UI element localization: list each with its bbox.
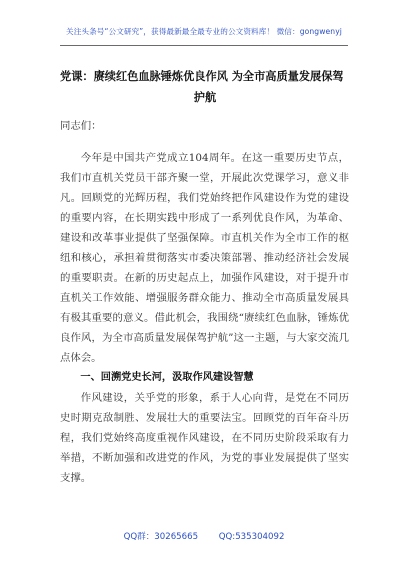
document-title-line-1: 党课：赓续红色血脉锤炼优良作风 为全市高质量发展保驾 <box>60 69 344 83</box>
section-heading-1: 一、回溯党史长河，汲取作风建设智慧 <box>80 372 254 383</box>
page-header-notice: 关注头条号“公文研究”，获得最新最全最专业的公文资料库！ 微信：gongwenyj <box>66 27 342 36</box>
paragraph-intro: 今年是中国共产党成立104周年。在这一重要历史节点，我们市直机关党员干部齐聚一堂，开展此次党课学习，意义非凡。回顾党的光辉历程，我们党始终把作风建设作为党的建设的重要内容，在长期实践中形成了一系列优良作风，为革命、建设和改革事业提供了坚强保障。市直机关作为全市工作的枢纽和核心，承担着贯彻落实市委决策部署、推动经济社会发展的重要职责。在新的历史起点上，加强作风建设，对于提升市直机关工作效能、增强服务群众能力、推动全市高质量发展具有极其重要的意义。借此机会，我围绕“赓续红色血脉，锤炼优良作风，为全市高质量发展保驾护航”这一主题，与大家交流几点体会。 <box>60 152 349 364</box>
salutation: 同志们： <box>60 120 102 132</box>
header-divider <box>60 45 348 46</box>
footer-qq: QQ:535304092 <box>218 532 285 542</box>
footer-qq-group: QQ群：30265665 <box>123 532 199 542</box>
document-title-line-2: 护航 <box>193 90 217 104</box>
paragraph-section-1: 作风建设，关乎党的形象，系于人心向背，是党在不同历史时期克敌制胜、发展壮大的重要法宝。回顾党的百年奋斗历程，我们党始终高度重视作风建设，在不同历史阶段采取有力举措，不断加强和改进党的作风，为党的事业发展提供了坚实支撑。 <box>60 392 349 484</box>
page-footer <box>0 530 408 542</box>
document-title <box>60 66 350 108</box>
document-body <box>60 116 349 488</box>
